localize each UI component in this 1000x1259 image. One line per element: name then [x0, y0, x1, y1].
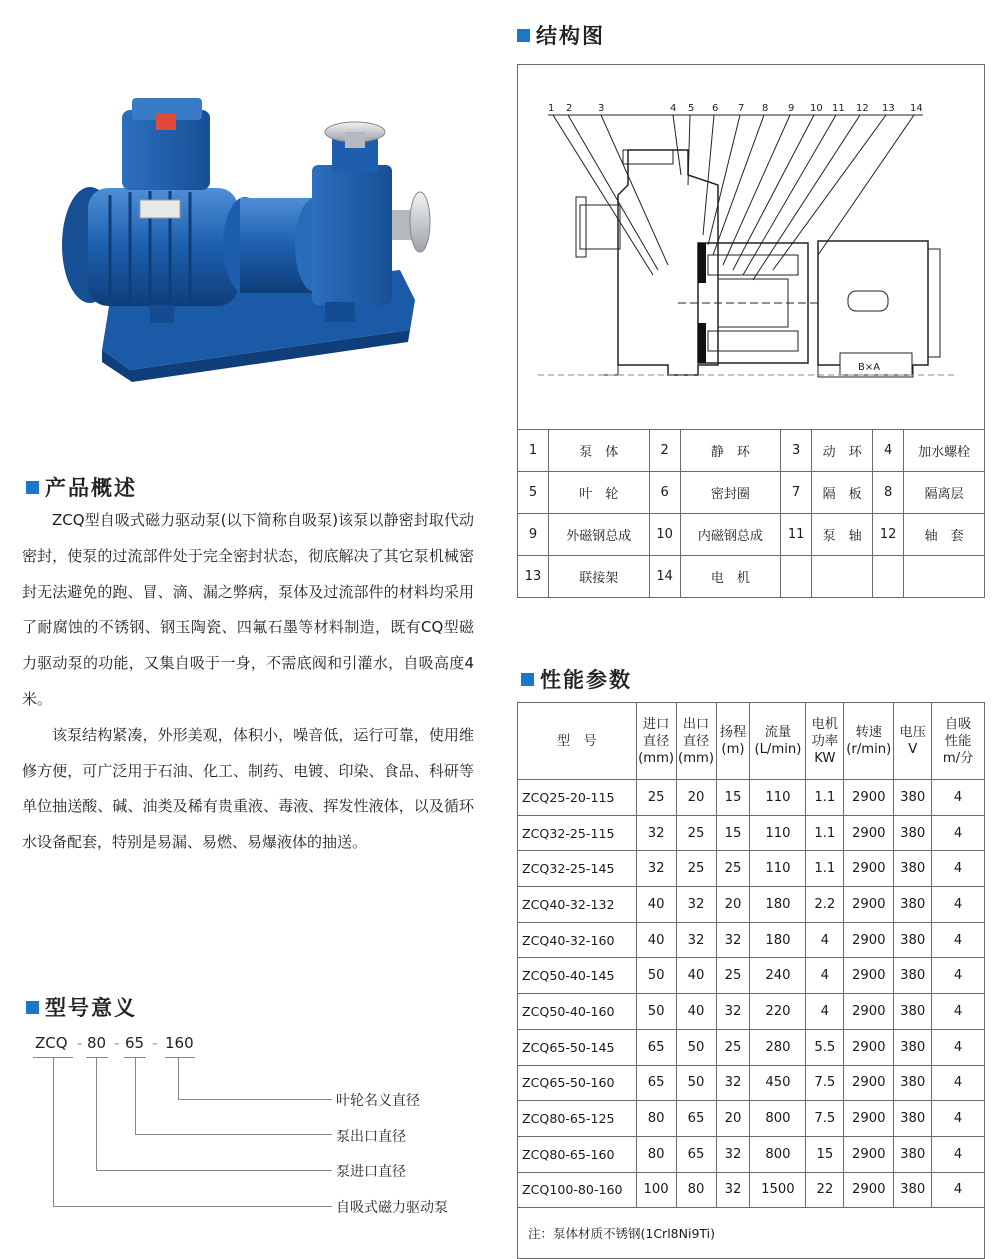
perf-value: 4	[932, 815, 985, 851]
perf-value: 4	[932, 1029, 985, 1065]
perf-header-line: 直径	[682, 733, 710, 749]
perf-value: 7.5	[806, 1065, 844, 1101]
perf-value: 380	[894, 1172, 932, 1208]
perf-model: ZCQ32-25-145	[518, 851, 637, 887]
perf-value: 380	[894, 1101, 932, 1137]
perf-value: 380	[894, 958, 932, 994]
perf-value: 4	[932, 1136, 985, 1172]
part-name	[904, 556, 985, 598]
leader-line	[96, 1058, 97, 1171]
structure-diagram	[517, 64, 985, 429]
perf-row	[518, 1065, 985, 1101]
perf-model: ZCQ80-65-160	[518, 1136, 637, 1172]
perf-row	[518, 887, 985, 923]
part-number: 8	[873, 472, 904, 514]
part-number: 11	[781, 514, 812, 556]
perf-value: 20	[716, 1101, 750, 1137]
perf-value: 380	[894, 815, 932, 851]
callout-number: 3	[598, 103, 605, 114]
perf-row	[518, 780, 985, 816]
parts-row	[518, 472, 985, 514]
perf-value: 50	[636, 994, 676, 1030]
pump-photo	[40, 70, 460, 390]
perf-value: 2900	[844, 922, 894, 958]
perf-header-line: 转速	[855, 725, 882, 740]
callout-number: 10	[810, 103, 823, 114]
part-number: 3	[781, 430, 812, 472]
leader-line	[53, 1206, 332, 1207]
callout-number: 4	[670, 103, 677, 114]
leader-line	[178, 1058, 179, 1100]
part-number: 12	[873, 514, 904, 556]
perf-value: 2900	[844, 1101, 894, 1137]
perf-value: 65	[676, 1136, 716, 1172]
part-name	[812, 556, 873, 598]
perf-header-line: 流量	[764, 725, 792, 740]
perf-value: 380	[894, 922, 932, 958]
part-name: 隔离层	[904, 472, 985, 514]
perf-value: 80	[636, 1136, 676, 1172]
perf-header-line: 出口	[682, 716, 710, 732]
perf-header-line: 型 号	[557, 733, 597, 749]
perf-value: 800	[750, 1101, 806, 1137]
perf-value: 4	[932, 780, 985, 816]
perf-model: ZCQ50-40-145	[518, 958, 637, 994]
part-name: 叶 轮	[549, 472, 650, 514]
leader-line	[96, 1170, 332, 1171]
perf-header-line: 扬程	[719, 725, 747, 740]
perf-value: 2900	[844, 994, 894, 1030]
perf-model: ZCQ40-32-160	[518, 922, 637, 958]
part-number: 9	[518, 514, 549, 556]
model-code-impeller: 160	[165, 1034, 194, 1052]
perf-row	[518, 958, 985, 994]
perf-value: 32	[716, 1136, 750, 1172]
perf-value: 2900	[844, 1029, 894, 1065]
perf-model: ZCQ100-80-160	[518, 1172, 637, 1208]
part-name: 泵 轴	[812, 514, 873, 556]
perf-row	[518, 815, 985, 851]
callout-number: 8	[762, 103, 769, 114]
perf-value: 450	[750, 1065, 806, 1101]
perf-value: 2900	[844, 887, 894, 923]
perf-value: 32	[716, 922, 750, 958]
model-code-inlet: 80	[87, 1034, 107, 1052]
perf-header-line: 进口	[642, 716, 670, 732]
perf-value: 32	[676, 887, 716, 923]
perf-value: 2.2	[806, 887, 844, 923]
model-code-sep-2: -	[114, 1034, 120, 1052]
perf-value: 4	[932, 1172, 985, 1208]
perf-value: 32	[676, 922, 716, 958]
part-name: 内磁钢总成	[680, 514, 781, 556]
perf-header-line: V	[908, 742, 918, 757]
perf-table	[517, 702, 985, 1259]
perf-value: 2900	[844, 851, 894, 887]
title-square-icon	[517, 29, 530, 42]
part-name: 泵 体	[549, 430, 650, 472]
perf-header-cell	[844, 703, 894, 780]
perf-value: 15	[716, 780, 750, 816]
perf-value: 32	[716, 994, 750, 1030]
part-number: 1	[518, 430, 549, 472]
perf-header-line: 性能	[944, 733, 972, 749]
perf-value: 40	[676, 958, 716, 994]
part-name: 加水螺栓	[904, 430, 985, 472]
perf-value: 25	[676, 851, 716, 887]
perf-value: 65	[636, 1065, 676, 1101]
perf-value: 32	[716, 1172, 750, 1208]
perf-title: 性能参数	[521, 664, 632, 694]
parts-row	[518, 430, 985, 472]
perf-value: 180	[750, 887, 806, 923]
perf-row	[518, 1101, 985, 1137]
perf-value: 65	[676, 1101, 716, 1137]
perf-value: 25	[716, 958, 750, 994]
perf-value: 100	[636, 1172, 676, 1208]
overview-title: 产品概述	[26, 472, 137, 502]
perf-value: 380	[894, 780, 932, 816]
part-name: 轴 套	[904, 514, 985, 556]
perf-value: 4	[932, 958, 985, 994]
part-number: 5	[518, 472, 549, 514]
part-number	[781, 556, 812, 598]
callout-number: 13	[882, 103, 895, 114]
perf-value: 380	[894, 1136, 932, 1172]
part-number: 10	[649, 514, 680, 556]
perf-value: 2900	[844, 780, 894, 816]
perf-value: 1.1	[806, 815, 844, 851]
perf-value: 380	[894, 1029, 932, 1065]
callout-number: 12	[856, 103, 869, 114]
part-name: 外磁钢总成	[549, 514, 650, 556]
perf-model: ZCQ65-50-160	[518, 1065, 637, 1101]
perf-value: 15	[806, 1136, 844, 1172]
legend-outlet: 泵出口直径	[336, 1129, 406, 1145]
part-number	[873, 556, 904, 598]
perf-model: ZCQ25-20-115	[518, 780, 637, 816]
part-name: 隔 板	[812, 472, 873, 514]
structure-title: 结构图	[517, 20, 605, 50]
perf-value: 4	[932, 851, 985, 887]
perf-header-cell	[750, 703, 806, 780]
perf-header-line: 功率	[811, 733, 839, 749]
perf-value: 110	[750, 851, 806, 887]
perf-value: 25	[716, 851, 750, 887]
perf-header-line: 自吸	[944, 716, 972, 732]
perf-row	[518, 851, 985, 887]
leader-line	[135, 1134, 332, 1135]
base-label: B×A	[858, 362, 881, 373]
perf-row	[518, 1172, 985, 1208]
structure-drawing	[518, 65, 984, 429]
callout-number: 1	[548, 103, 555, 114]
perf-model: ZCQ65-50-145	[518, 1029, 637, 1065]
parts-table	[517, 429, 985, 598]
perf-value: 40	[636, 887, 676, 923]
perf-value: 1.1	[806, 780, 844, 816]
callout-number: 11	[832, 103, 845, 114]
part-number: 14	[649, 556, 680, 598]
code-underline	[86, 1057, 108, 1058]
perf-value: 7.5	[806, 1101, 844, 1137]
perf-header-line: KW	[814, 750, 836, 766]
perf-value: 4	[932, 1101, 985, 1137]
perf-value: 25	[716, 1029, 750, 1065]
callout-number: 5	[688, 103, 695, 114]
perf-value: 65	[636, 1029, 676, 1065]
model-code-outlet: 65	[125, 1034, 145, 1052]
perf-header-cell	[676, 703, 716, 780]
leader-line	[53, 1058, 54, 1207]
part-name: 电 机	[680, 556, 781, 598]
perf-value: 50	[676, 1029, 716, 1065]
perf-value: 4	[932, 887, 985, 923]
perf-header-line: (m)	[721, 742, 745, 757]
legend-type: 自吸式磁力驱动泵	[336, 1200, 448, 1216]
perf-header-line: (mm)	[678, 750, 715, 766]
perf-value: 2900	[844, 958, 894, 994]
part-name: 密封圈	[680, 472, 781, 514]
perf-header-line: 电压	[899, 725, 926, 740]
perf-row	[518, 1136, 985, 1172]
perf-value: 32	[636, 815, 676, 851]
perf-value: 15	[716, 815, 750, 851]
perf-header-line: (L/min)	[754, 742, 802, 757]
part-name: 静 环	[680, 430, 781, 472]
model-code-sep-1: -	[77, 1034, 83, 1052]
title-square-icon	[26, 1001, 39, 1014]
perf-header-cell	[518, 703, 637, 780]
perf-value: 2900	[844, 815, 894, 851]
overview-paragraph-1: ZCQ型自吸式磁力驱动泵(以下简称自吸泵)该泵以静密封取代动密封，使泵的过流部件处于完全密封状态，彻底解决了其它泵机械密封无法避免的跑、冒、滴、漏之弊病，泵体及过流部件的材料均采用了耐腐蚀的不锈钢、钢玉陶瓷、四氟石墨等材料制造，既有CQ型磁力驱动泵的功能，又集自吸于一身，不需底阀和引灌水，自吸高度4米。	[22, 511, 474, 708]
perf-header-cell	[894, 703, 932, 780]
perf-row	[518, 994, 985, 1030]
perf-value: 240	[750, 958, 806, 994]
perf-value: 380	[894, 887, 932, 923]
legend-inlet: 泵进口直径	[336, 1164, 406, 1180]
part-number: 2	[649, 430, 680, 472]
perf-value: 32	[716, 1065, 750, 1101]
perf-header-cell	[932, 703, 985, 780]
part-name: 联接架	[549, 556, 650, 598]
perf-value: 25	[676, 815, 716, 851]
perf-value: 80	[636, 1101, 676, 1137]
callout-number: 9	[788, 103, 795, 114]
perf-value: 2900	[844, 1065, 894, 1101]
overview-paragraph-2: 该泵结构紧凑，外形美观，体积小，噪音低，运行可靠，使用维修方便，可广泛用于石油、化工、制药、电镀、印染、食品、科研等单位抽送酸、碱、油类及稀有贵重液、毒液、挥发性液体，以及循环水设备配套，特别是易漏、易燃、易爆液体的抽送。	[22, 725, 474, 852]
perf-header-line: 电机	[811, 716, 839, 732]
callout-number: 14	[910, 103, 923, 114]
leader-line	[178, 1099, 332, 1100]
part-number: 6	[649, 472, 680, 514]
callout-number: 2	[566, 103, 573, 114]
perf-value: 50	[636, 958, 676, 994]
perf-value: 800	[750, 1136, 806, 1172]
perf-value: 380	[894, 994, 932, 1030]
part-number: 4	[873, 430, 904, 472]
perf-value: 80	[676, 1172, 716, 1208]
perf-value: 1.1	[806, 851, 844, 887]
perf-value: 280	[750, 1029, 806, 1065]
part-number: 13	[518, 556, 549, 598]
perf-header-cell	[806, 703, 844, 780]
part-name: 动 环	[812, 430, 873, 472]
perf-value: 4	[932, 994, 985, 1030]
perf-value: 380	[894, 851, 932, 887]
perf-value: 25	[636, 780, 676, 816]
perf-value: 4	[806, 922, 844, 958]
perf-value: 20	[676, 780, 716, 816]
perf-header-cell	[716, 703, 750, 780]
perf-model: ZCQ80-65-125	[518, 1101, 637, 1137]
perf-note: 注：泵体材质不锈钢(1Crl8Ni9Ti)	[518, 1208, 985, 1259]
perf-header-line: m/分	[942, 750, 974, 766]
perf-row	[518, 1029, 985, 1065]
overview-text	[22, 503, 474, 861]
legend-impeller: 叶轮名义直径	[336, 1093, 420, 1109]
perf-model: ZCQ50-40-160	[518, 994, 637, 1030]
perf-row	[518, 922, 985, 958]
perf-value: 110	[750, 815, 806, 851]
parts-row	[518, 514, 985, 556]
perf-value: 4	[806, 994, 844, 1030]
perf-model: ZCQ40-32-132	[518, 887, 637, 923]
callout-number: 7	[738, 103, 745, 114]
model-code-zcq: ZCQ	[35, 1034, 68, 1052]
perf-value: 2900	[844, 1172, 894, 1208]
perf-header-line: (r/min)	[846, 742, 892, 757]
perf-value: 40	[676, 994, 716, 1030]
perf-value: 5.5	[806, 1029, 844, 1065]
perf-value: 180	[750, 922, 806, 958]
perf-value: 50	[676, 1065, 716, 1101]
perf-value: 4	[806, 958, 844, 994]
perf-header-line: 直径	[642, 733, 670, 749]
leader-line	[135, 1058, 136, 1135]
perf-value: 220	[750, 994, 806, 1030]
model-code-sep-3: -	[152, 1034, 158, 1052]
perf-value: 4	[932, 1065, 985, 1101]
perf-header-line: (mm)	[638, 750, 675, 766]
part-number: 7	[781, 472, 812, 514]
perf-value: 1500	[750, 1172, 806, 1208]
perf-header-cell	[636, 703, 676, 780]
perf-value: 22	[806, 1172, 844, 1208]
callout-number: 6	[712, 103, 719, 114]
perf-value: 110	[750, 780, 806, 816]
perf-value: 32	[636, 851, 676, 887]
title-square-icon	[26, 481, 39, 494]
perf-model: ZCQ32-25-115	[518, 815, 637, 851]
perf-value: 40	[636, 922, 676, 958]
perf-value: 20	[716, 887, 750, 923]
perf-value: 2900	[844, 1136, 894, 1172]
title-square-icon	[521, 673, 534, 686]
perf-value: 4	[932, 922, 985, 958]
perf-value: 380	[894, 1065, 932, 1101]
code-underline	[165, 1057, 195, 1058]
parts-row	[518, 556, 985, 598]
model-title: 型号意义	[26, 992, 137, 1022]
